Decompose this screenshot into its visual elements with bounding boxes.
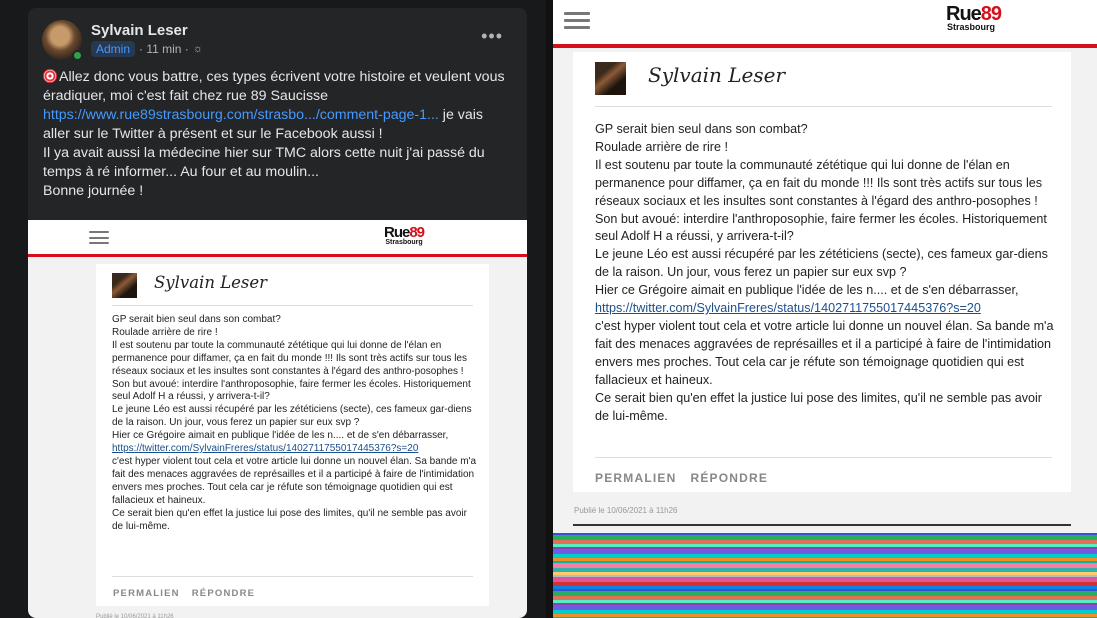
stripe	[553, 558, 1097, 561]
publish-date: Publié le 10/06/2021 à 11h26	[574, 506, 678, 515]
stripe	[553, 547, 1097, 549]
hamburger-menu-icon	[564, 12, 590, 29]
stripe	[553, 544, 1097, 547]
embedded-screenshot[interactable]	[28, 220, 527, 618]
comment-box	[96, 264, 489, 606]
stripe	[553, 535, 1097, 540]
target-emoji-icon	[43, 69, 57, 83]
stripe	[553, 563, 1097, 568]
rue89-header	[28, 220, 527, 254]
stripe	[553, 586, 1097, 589]
separator	[112, 305, 473, 306]
permalink-link: PERMALIEN	[113, 588, 180, 599]
post-text-line2: Il ya avait aussi la médecine hier sur TMC alors cette nuit j'ai passé du temps à ré informer... Au four et au moulin...	[43, 145, 485, 180]
comment-actions	[595, 471, 768, 485]
post-text-line3: Bonne journée !	[43, 183, 144, 199]
color-stripes	[553, 533, 1097, 618]
stripe	[553, 540, 1097, 544]
reply-link[interactable]: RÉPONDRE	[690, 471, 769, 485]
footer-line	[573, 524, 1071, 526]
stripe	[553, 575, 1097, 577]
stripe	[553, 577, 1097, 582]
stripe	[553, 554, 1097, 558]
rue89-screenshot	[553, 0, 1097, 618]
facebook-post-card	[28, 8, 527, 618]
stripe	[553, 549, 1097, 554]
rue89-header	[553, 0, 1097, 44]
comment-avatar	[112, 273, 137, 298]
stripe	[553, 614, 1097, 617]
stripe	[553, 603, 1097, 605]
admin-badge: Admin	[91, 41, 135, 57]
stripe	[553, 568, 1097, 572]
stripe	[553, 610, 1097, 614]
image-divider	[546, 0, 553, 618]
stripe	[553, 605, 1097, 610]
stripe	[553, 589, 1097, 591]
comment-author: Sylvain Leser	[648, 63, 786, 87]
permalink-link[interactable]: PERMALIEN	[595, 471, 677, 485]
comment-author: Sylvain Leser	[154, 273, 268, 292]
post-text-after-link: je vais aller sur le Twitter à présent et sur le Facebook aussi !	[43, 107, 483, 142]
separator	[595, 106, 1052, 107]
post-time[interactable]: · 11 min ·	[139, 42, 189, 56]
post-meta	[91, 41, 203, 57]
rue89-logo: Rue89 Strasbourg	[946, 3, 1002, 32]
post-text	[43, 68, 513, 201]
stripe	[553, 572, 1097, 575]
stripe	[553, 600, 1097, 603]
more-options-icon[interactable]: •••	[481, 26, 503, 46]
hamburger-menu-icon	[89, 231, 109, 244]
rue89-logo: Rue89 Strasbourg	[384, 224, 425, 246]
comment-avatar	[595, 62, 626, 95]
online-status-dot	[72, 50, 83, 61]
reply-link: RÉPONDRE	[191, 588, 256, 599]
stripe	[553, 582, 1097, 586]
comment-link[interactable]: https://twitter.com/SylvainFreres/status/1402711755017445376?s=20	[595, 301, 981, 316]
stripe	[553, 561, 1097, 563]
comment-link: https://twitter.com/SylvainFreres/status/1402711755017445376?s=20	[112, 443, 419, 455]
facebook-post-panel	[0, 0, 546, 618]
stripe	[553, 596, 1097, 600]
header-red-line	[28, 254, 527, 257]
stripe	[553, 533, 1097, 535]
publish-date: Publié le 10/06/2021 à 11h26	[96, 614, 174, 618]
author-name[interactable]: Sylvain Leser	[91, 22, 188, 39]
comment-actions	[113, 588, 255, 599]
stripe	[553, 591, 1097, 596]
header-red-line	[553, 44, 1097, 48]
post-link[interactable]: https://www.rue89strasbourg.com/strasbo.../comment-page-1...	[43, 107, 439, 123]
comment-box	[573, 52, 1071, 492]
globe-icon: ☼	[192, 43, 203, 55]
separator	[112, 576, 473, 577]
comment-body: GP serait bien seul dans son combat? Roulade arrière de rire ! Il est soutenu par toute la communauté zététique qui lui donne de l'élan en permanence pour diffamer, ça en fait du monde !!! Ils sont très actifs sur tous les réseaux sociaux et les insultes sont constantes à l'égard des anthro-posophes ! Son but avoué: interdire l'anthroposophie, faire fermer les écoles. Historiquement seul Adolf H a réussi, y arrivera-t-il? Le jeune Léo est aussi récupéré par les zététiciens (secte), ces fameux gar-diens de la raison. Un jour, vous ferez un papier sur eux svp ? Hier ce Grégoire aimait en publique l'idée de les n.... et de s'en débarrasser, https://twitter.com/SylvainFreres/status/1402711755017445376?s=20 c'est hyper violent tout cela et votre article lui donne un nouvel élan. Sa bande m'a fait des menaces aggravées de représailles et il a participé à faire de l'intimidation envers mes proches. Tout cela car je réfute son témoignage quotidien qui est fallacieux et haineux. Ce serait bien qu'en effet la justice lui pose des limites, qu'il ne semble pas avoir de lui-même.	[112, 314, 477, 532]
post-text-line1: Allez donc vous battre, ces types écrivent votre histoire et veulent vous éradiquer, moi c'est fait chez rue 89 Saucisse	[43, 69, 505, 104]
comment-body: GP serait bien seul dans son combat? Roulade arrière de rire ! Il est soutenu par toute la communauté zététique qui lui donne de l'élan en permanence pour diffamer, ça en fait du monde !!! Ils sont très actifs sur tous les réseaux sociaux et les insultes sont constantes à l'égard des anthro-posophes ! Son but avoué: interdire l'anthroposophie, faire fermer les écoles. Historiquement seul Adolf H a réussi, y arrivera-t-il? Le jeune Léo est aussi récupéré par les zététiciens (secte), ces fameux gar-diens de la raison. Un jour, vous ferez un papier sur eux svp ? Hier ce Grégoire aimait en publique l'idée de les n.... et de s'en débarrasser, https://twitter.com/SylvainFreres/status/1402711755017445376?s=20 c'est hyper violent tout cela et votre article lui donne un nouvel élan. Sa bande m'a fait des menaces aggravées de représailles et il a participé à faire de l'intimidation envers mes proches. Tout cela car je réfute son témoignage quotidien qui est fallacieux et haineux. Ce serait bien qu'en effet la justice lui pose des limites, qu'il ne semble pas avoir de lui-même.	[595, 122, 1054, 423]
separator	[595, 457, 1052, 458]
